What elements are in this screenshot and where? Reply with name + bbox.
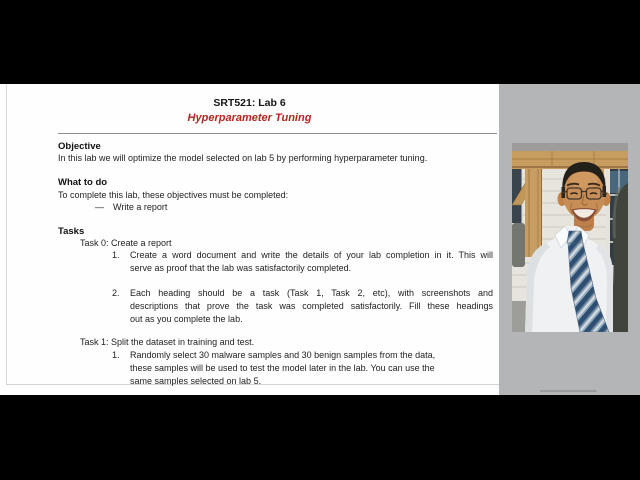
objective-text: In this lab we will optimize the model selected on lab 5 by performing hyperparameter tuning. <box>58 153 428 163</box>
background-object-left <box>512 223 525 267</box>
task-item-line: same samples selected on lab 5. <box>130 376 262 386</box>
task-item-line: Each heading should be a task (Task 1, Task 2, etc), with screenshots and <box>130 288 493 298</box>
pergola-beam <box>512 151 628 169</box>
top-letterbox <box>0 0 640 84</box>
doc-subtitle: Hyperparameter Tuning <box>187 112 312 124</box>
presenter-webcam-photo <box>512 143 628 332</box>
page-left-edge <box>6 84 7 384</box>
title-divider <box>58 133 497 134</box>
bottom-letterbox <box>0 395 640 480</box>
bullet-text: Write a report <box>113 202 168 212</box>
panel-bottom-tick <box>540 390 597 392</box>
pergola-post-left <box>525 169 542 257</box>
task-item-line: out as you complete the lab. <box>130 314 243 324</box>
task1-label: Task 1: Split the dataset in training and test. <box>80 337 255 347</box>
what-to-do-text: To complete this lab, these objectives must be completed: <box>58 190 289 200</box>
task-item-line: these samples will be used to test the model later in the lab. You can use the <box>130 363 435 373</box>
content-stage <box>0 84 640 395</box>
task-item-line: serve as proof that the lab was satisfactorily completed. <box>130 263 352 273</box>
task-item-line: descriptions that prove the task was completed satisfactorily. Fill these headings <box>130 301 493 311</box>
document-page <box>0 84 499 395</box>
task-item-line: Create a word document and write the details of your lab completion in it. This will <box>130 250 493 260</box>
background-person-right <box>612 183 628 332</box>
what-to-do-heading: What to do <box>58 177 108 188</box>
list-number: 1. <box>112 350 120 360</box>
what-to-do-bullet <box>95 201 167 214</box>
bullet-dash: — <box>95 202 104 212</box>
task-item-line: Randomly select 30 malware samples and 30 benign samples from the data, <box>130 350 436 360</box>
tasks-heading: Tasks <box>58 226 85 237</box>
roof-strip <box>512 143 628 151</box>
objective-heading: Objective <box>58 141 101 152</box>
list-number: 2. <box>112 288 120 298</box>
list-number: 1. <box>112 250 120 260</box>
doc-title: SRT521: Lab 6 <box>213 97 286 109</box>
forehead-highlight <box>570 172 598 188</box>
webcam-panel <box>499 84 640 395</box>
task0-label: Task 0: Create a report <box>80 238 172 248</box>
